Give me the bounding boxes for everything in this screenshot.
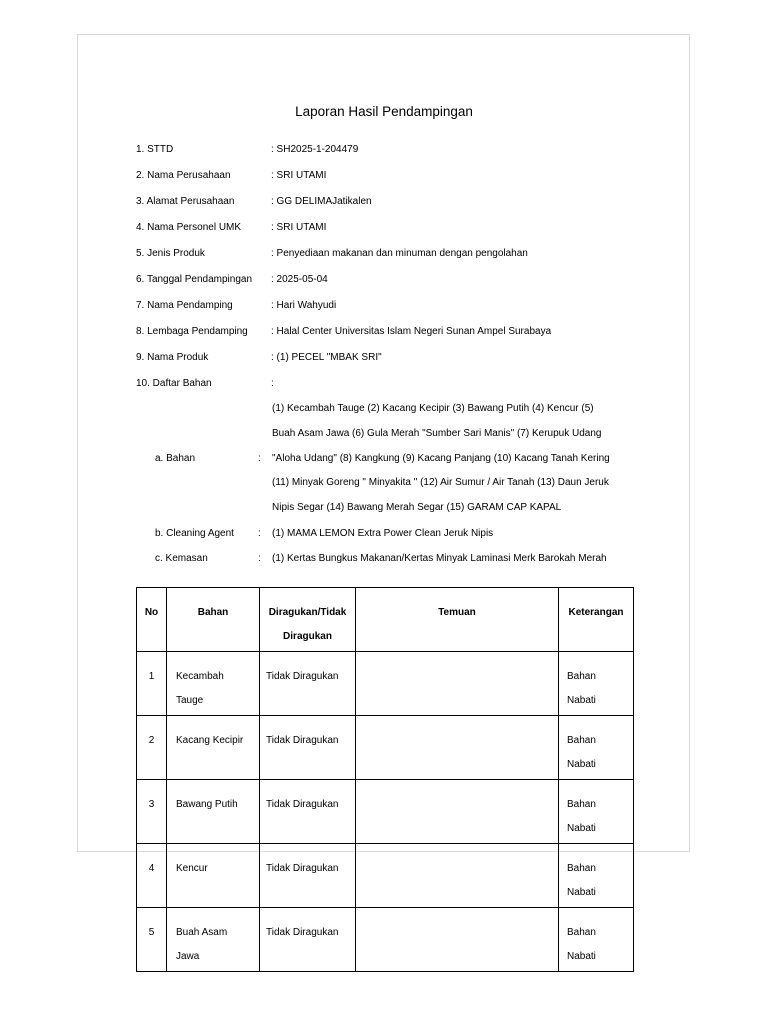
cell-bahan-line: Buah Asam — [176, 927, 228, 938]
cell-ket-line: Nabati — [567, 759, 596, 770]
cell-bahan-line: Kecambah — [176, 671, 224, 682]
field-value: : Halal Center Universitas Islam Negeri Sunan Ampel Surabaya — [271, 326, 552, 337]
table-row — [137, 780, 634, 844]
field-label: 5. Jenis Produk — [136, 248, 205, 259]
field-value: : Hari Wahyudi — [271, 300, 337, 311]
header-bahan: Bahan — [167, 588, 260, 652]
kemasan-colon: : — [258, 553, 261, 564]
field-label: 7. Nama Pendamping — [136, 300, 233, 311]
table-row — [137, 652, 634, 716]
cell-no: 3 — [137, 780, 167, 844]
cell-ket-line: Nabati — [567, 887, 596, 898]
cleaning-agent-value: (1) MAMA LEMON Extra Power Clean Jeruk Nipis — [272, 528, 494, 539]
cell-ket-line: Bahan — [567, 735, 596, 746]
cell-status: Tidak Diragukan — [260, 780, 356, 844]
header-temuan: Temuan — [356, 588, 559, 652]
kemasan-label: c. Kemasan — [155, 553, 208, 564]
header-status-line: Diragukan — [283, 631, 332, 642]
cell-ket-line: Bahan — [567, 671, 596, 682]
cell-bahan — [167, 716, 260, 780]
cell-ket-line: Bahan — [567, 863, 596, 874]
field-value: : 2025-05-04 — [271, 274, 328, 285]
cell-bahan — [167, 780, 260, 844]
cell-bahan — [167, 844, 260, 908]
cell-keterangan — [559, 716, 634, 780]
cell-status: Tidak Diragukan — [260, 716, 356, 780]
cell-no: 1 — [137, 652, 167, 716]
field-value: : Penyediaan makanan dan minuman dengan pengolahan — [271, 248, 528, 259]
cell-bahan — [167, 908, 260, 972]
field-value: : SRI UTAMI — [271, 222, 327, 233]
bahan-line: Buah Asam Jawa (6) Gula Merah "Sumber Sari Manis" (7) Kerupuk Udang — [272, 428, 602, 439]
bahan-line: (1) Kecambah Tauge (2) Kacang Kecipir (3) Bawang Putih (4) Kencur (5) — [272, 403, 594, 414]
bahan-colon: : — [258, 453, 261, 464]
ingredients-table — [136, 587, 634, 972]
field-value: : SH2025-1-204479 — [271, 144, 359, 155]
table-row — [137, 908, 634, 972]
field-value: : GG DELIMAJatikalen — [271, 196, 372, 207]
bahan-line: Nipis Segar (14) Bawang Merah Segar (15) GARAM CAP KAPAL — [272, 502, 562, 513]
field-label: 4. Nama Personel UMK — [136, 222, 242, 233]
cell-temuan — [356, 716, 559, 780]
cell-temuan — [356, 780, 559, 844]
cell-bahan — [167, 652, 260, 716]
cell-keterangan — [559, 652, 634, 716]
header-status — [260, 588, 356, 652]
cell-no: 4 — [137, 844, 167, 908]
cell-temuan — [356, 652, 559, 716]
cell-ket-line: Bahan — [567, 799, 596, 810]
header-keterangan: Keterangan — [559, 588, 634, 652]
bahan-line: (11) Minyak Goreng " Minyakita " (12) Air Sumur / Air Tanah (13) Daun Jeruk — [272, 477, 609, 488]
table-row — [137, 716, 634, 780]
field-label: 6. Tanggal Pendampingan — [136, 274, 253, 285]
cell-bahan-line: Jawa — [176, 951, 200, 962]
cell-bahan-line: Kacang Kecipir — [176, 735, 244, 746]
cell-bahan-line: Tauge — [176, 695, 204, 706]
cell-bahan-line: Kencur — [176, 863, 208, 874]
field-label: 9. Nama Produk — [136, 352, 209, 363]
header-no: No — [137, 588, 167, 652]
cell-status: Tidak Diragukan — [260, 652, 356, 716]
field-value: : — [271, 378, 274, 389]
field-value: : (1) PECEL "MBAK SRI" — [271, 352, 382, 363]
field-label: 10. Daftar Bahan — [136, 378, 212, 389]
cell-keterangan — [559, 908, 634, 972]
cell-no: 5 — [137, 908, 167, 972]
table-row — [137, 844, 634, 908]
cell-ket-line: Nabati — [567, 695, 596, 706]
header-status-line: Diragukan/Tidak — [268, 607, 347, 618]
cell-ket-line: Bahan — [567, 927, 596, 938]
cell-bahan-line: Bawang Putih — [176, 799, 238, 810]
cell-ket-line: Nabati — [567, 951, 596, 962]
cell-status: Tidak Diragukan — [260, 908, 356, 972]
cell-no: 2 — [137, 716, 167, 780]
cleaning-agent-colon: : — [258, 528, 261, 539]
kemasan-value: (1) Kertas Bungkus Makanan/Kertas Minyak Laminasi Merk Barokah Merah — [272, 553, 607, 564]
field-label: 2. Nama Perusahaan — [136, 170, 231, 181]
document-title: Laporan Hasil Pendampingan — [295, 104, 473, 119]
bahan-label: a. Bahan — [155, 453, 196, 464]
field-label: 8. Lembaga Pendamping — [136, 326, 248, 337]
cell-keterangan — [559, 844, 634, 908]
cell-temuan — [356, 908, 559, 972]
field-value: : SRI UTAMI — [271, 170, 327, 181]
cell-ket-line: Nabati — [567, 823, 596, 834]
cell-keterangan — [559, 780, 634, 844]
table-header-row — [137, 588, 634, 652]
bahan-line: "Aloha Udang" (8) Kangkung (9) Kacang Panjang (10) Kacang Tanah Kering — [272, 453, 610, 464]
cleaning-agent-label: b. Cleaning Agent — [155, 528, 234, 539]
cell-temuan — [356, 844, 559, 908]
cell-status: Tidak Diragukan — [260, 844, 356, 908]
field-label: 3. Alamat Perusahaan — [136, 196, 235, 207]
field-label: 1. STTD — [136, 144, 174, 155]
